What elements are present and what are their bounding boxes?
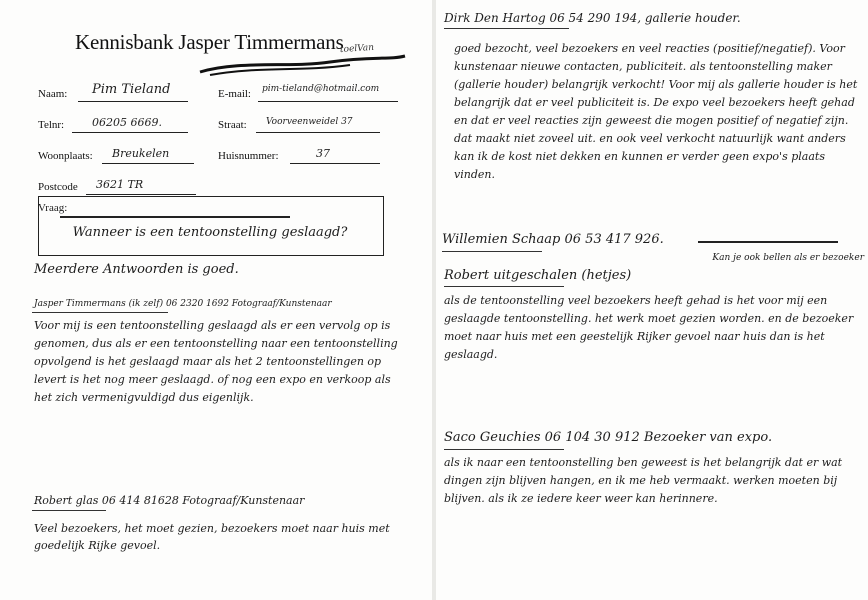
postcode-line <box>86 194 196 195</box>
email-line <box>258 101 398 102</box>
question-crossed-out <box>60 216 290 218</box>
entry-body-dirk: goed bezocht, veel bezoekers en veel reacties (positief/negatief). Voor kunstenaar nieuwe contacten, publiciteit. als tentoonstelling maker (gallerie houder) belangrijk verkocht! Voor mij als gallerie houder is het belangrijk dat er veel publiciteit is. De expo veel bezoekers heeft gehad en dat er veel reacties zijn geweest die mogen positief of negatief zijn. dat maakt niet zoveel uit. en ook veel verkocht natuurlijk want anders kan ik de kost niet dekken en kunnen er verder geen expo's plaats vinden. <box>454 42 858 181</box>
email-label: E-mail: <box>218 88 251 100</box>
entry-header-saco: Saco Geuchies 06 104 30 912 Bezoeker van expo. <box>444 430 773 445</box>
telnr-value: 06205 6669. <box>92 116 162 129</box>
entry-header-willemien: Willemien Schaap 06 53 417 926. <box>442 232 664 247</box>
entry-header-underline-robert <box>444 286 564 287</box>
entry-header-underline-robert-glas <box>32 510 106 511</box>
postcode-value: 3621 TR <box>96 178 144 191</box>
entry-header-dirk: Dirk Den Hartog 06 54 290 194, gallerie houder. <box>444 11 741 25</box>
woonplaats-line <box>102 163 194 164</box>
right-notes-page <box>436 0 868 600</box>
naam-label: Naam: <box>38 88 68 100</box>
question-text: Wanneer is een tentoonstelling geslaagd? <box>72 225 348 240</box>
entry-body-saco: als ik naar een tentoonstelling ben geweest is het belangrijk dat er wat dingen zijn blijven hangen, en ik me heb vermaakt. werken moeten bij blijven. als ik ze iedere keer weer kan herinnere. <box>444 456 843 505</box>
entry-header-robert-uitgeschalen: Robert uitgeschalen (hetjes) <box>444 268 632 283</box>
naam-line <box>78 101 188 102</box>
question-label: Vraag: <box>38 202 68 214</box>
woonplaats-label: Woonplaats: <box>38 150 93 162</box>
postcode-label: Postcode <box>38 181 78 193</box>
entry-body-willemien: Kan je ook bellen als er bezoeker <box>712 253 864 263</box>
entry-body-robert-glas: Veel bezoekers, het moet gezien, bezoekers moet naar huis met goedelijk Rijke gevoel. <box>34 522 390 552</box>
huisnummer-line <box>290 163 380 164</box>
form-title: Kennisbank Jasper Timmermans <box>75 30 344 54</box>
entry-body-jasper: Voor mij is een tentoonstelling geslaagd als er een vervolg op is genomen, dus als er een tentoonstelling naar een tentoonstelling opvolgend is het geslaagd maar als het 2 tentoonstellingen op levert is het nog meer geslaagd. of nog een expo en verkoop als het zich vermenigvuldigd dus eigenlijk. <box>34 319 398 404</box>
straat-value: Voorveenweidel 37 <box>266 117 353 127</box>
straat-line <box>256 132 380 133</box>
title-scribble <box>180 54 410 78</box>
entry-header-underline-dirk <box>444 28 569 29</box>
telnr-line <box>72 132 188 133</box>
woonplaats-value: Breukelen <box>112 147 170 160</box>
entry-header-underline-willemien <box>442 251 542 252</box>
email-value: pim-tieland@hotmail.com <box>262 84 380 94</box>
naam-value: Pim Tieland <box>92 82 171 97</box>
willemien-crossed-out <box>698 241 838 243</box>
left-form-page <box>0 0 432 600</box>
huisnummer-label: Huisnummer: <box>218 150 279 162</box>
entry-header-underline-jasper <box>32 312 168 313</box>
note-many-answers: Meerdere Antwoorden is goed. <box>34 262 239 277</box>
top-annotation: toelVan <box>339 42 375 56</box>
huisnummer-value: 37 <box>316 147 330 160</box>
straat-label: Straat: <box>218 119 247 131</box>
entry-header-jasper: Jasper Timmermans (ik zelf) 06 2320 1692 Fotograaf/Kunstenaar <box>34 299 332 309</box>
telnr-label: Telnr: <box>38 119 65 131</box>
entry-header-robert-glas: Robert glas 06 414 81628 Fotograaf/Kunstenaar <box>34 494 305 507</box>
entry-header-underline-saco <box>444 449 564 450</box>
entry-body-robert-uitgeschalen: als de tentoonstelling veel bezoekers heeft gehad is het voor mij een geslaagde tentoonstelling. het werk moet gezien worden. en de bezoeker moet naar huis met een geestelijk Rijker gevoel naar huis dan is het geslaagd. <box>444 294 854 361</box>
